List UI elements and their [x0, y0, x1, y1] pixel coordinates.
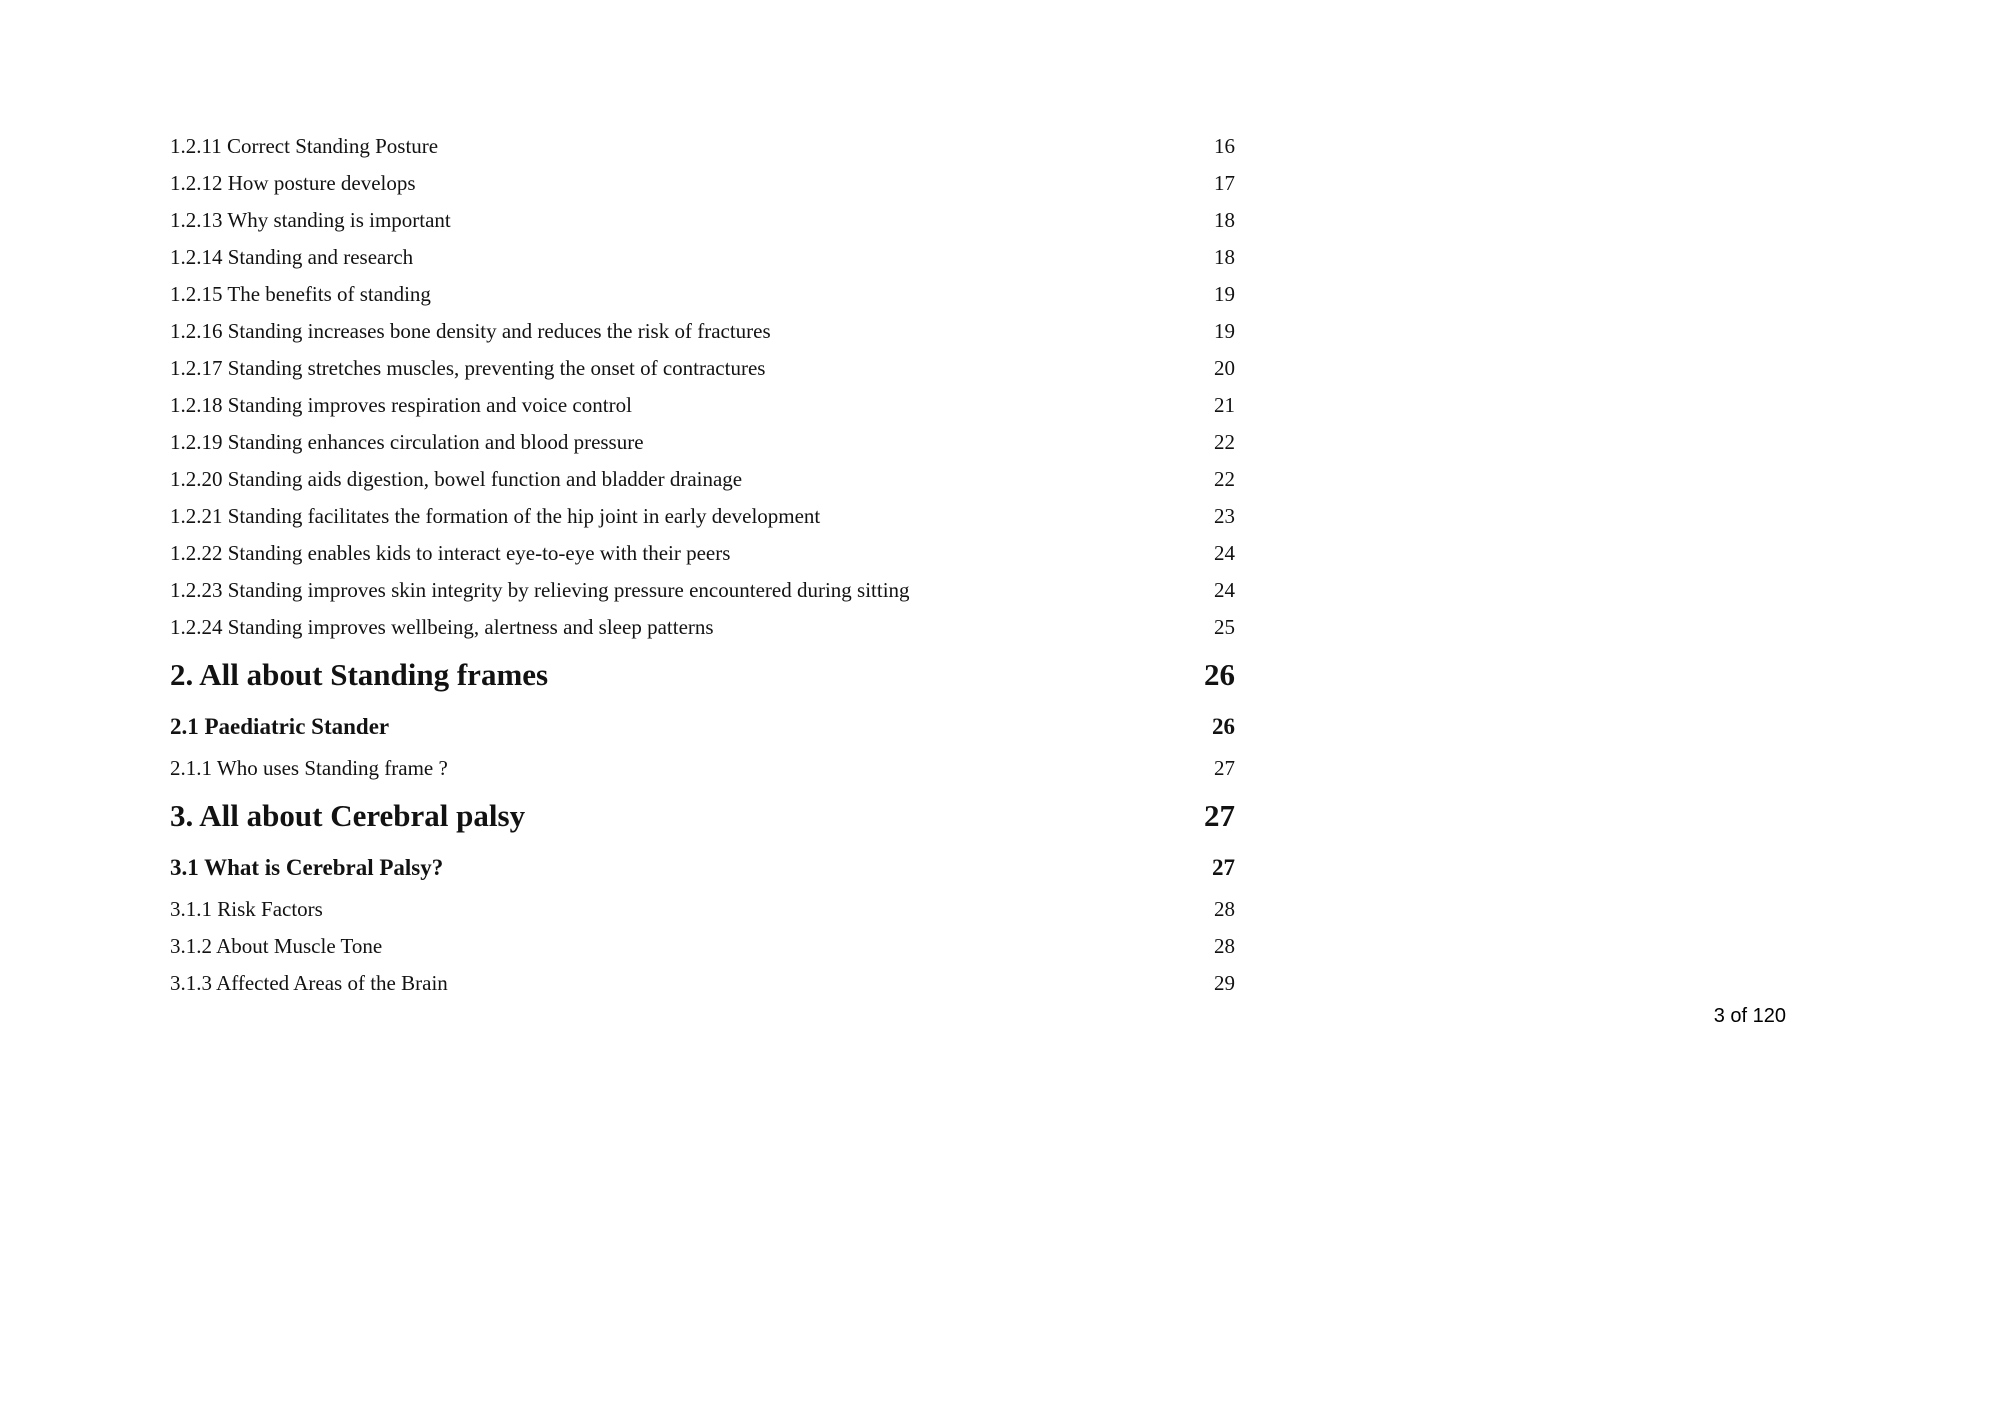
toc-entry-page-number: 26: [1212, 714, 1235, 739]
toc-entry-label: 1.2.16 Standing increases bone density and reduces the risk of fractures: [170, 319, 771, 343]
toc-entry: [170, 498, 1235, 535]
toc-entry: [170, 928, 1235, 965]
toc-entry-page-number: 28: [1214, 897, 1235, 921]
toc-entry-label: 1.2.15 The benefits of standing: [170, 282, 431, 306]
toc-entry: [170, 313, 1235, 350]
toc-entry-label: 1.2.18 Standing improves respiration and voice control: [170, 393, 632, 417]
toc-entry-label: 2.1.1 Who uses Standing frame ?: [170, 756, 448, 780]
toc-entry-label: 1.2.21 Standing facilitates the formation of the hip joint in early development: [170, 504, 821, 528]
toc-entry: [170, 787, 1235, 845]
page-number-footer: 3 of 120: [1713, 1005, 1786, 1027]
toc-entry-page-number: 29: [1214, 971, 1235, 995]
toc-entry: [170, 202, 1235, 239]
toc-entry-page-number: 28: [1214, 934, 1235, 958]
toc-entry: [170, 704, 1235, 750]
toc-entry-page-number: 26: [1204, 657, 1235, 692]
toc-entry: [170, 891, 1235, 928]
toc-entry-label: 1.2.11 Correct Standing Posture: [170, 134, 439, 158]
toc-entry-label: 1.2.20 Standing aids digestion, bowel function and bladder drainage: [170, 467, 743, 491]
toc-entry-label: 1.2.14 Standing and research: [170, 245, 414, 269]
toc-entry-page-number: 23: [1214, 504, 1235, 528]
toc-entry: [170, 350, 1235, 387]
toc-entry-page-number: 24: [1214, 541, 1235, 565]
toc-entry-page-number: 25: [1214, 615, 1235, 639]
toc-entry: [170, 128, 1235, 165]
toc-entry-page-number: 18: [1214, 208, 1235, 232]
toc-entry-page-number: 16: [1214, 134, 1235, 158]
toc-entry-label: 3.1.2 About Muscle Tone: [170, 934, 383, 958]
toc-entry-page-number: 27: [1212, 855, 1235, 880]
toc-entry: [170, 646, 1235, 704]
toc-entry-label: 1.2.22 Standing enables kids to interact eye-to-eye with their peers: [170, 541, 731, 565]
toc-entry: [170, 239, 1235, 276]
toc-entry-page-number: 17: [1214, 171, 1235, 195]
toc-entry: [170, 276, 1235, 313]
toc-entry-page-number: 19: [1214, 282, 1235, 306]
toc-entry-label: 1.2.19 Standing enhances circulation and blood pressure: [170, 430, 644, 454]
toc-entry-page-number: 20: [1214, 356, 1235, 380]
toc-entry-label: 2.1 Paediatric Stander: [170, 714, 390, 739]
toc-entry: [170, 424, 1235, 461]
toc-entry-label: 1.2.12 How posture develops: [170, 171, 416, 195]
toc-entry-label: 1.2.17 Standing stretches muscles, preventing the onset of contractures: [170, 356, 766, 380]
table-of-contents: [170, 128, 1235, 1002]
toc-entry-page-number: 27: [1214, 756, 1235, 780]
toc-entry-page-number: 24: [1214, 578, 1235, 602]
toc-entry: [170, 572, 1235, 609]
toc-entry-page-number: 27: [1204, 798, 1235, 833]
toc-entry: [170, 965, 1235, 1002]
toc-entry: [170, 750, 1235, 787]
toc-entry-page-number: 19: [1214, 319, 1235, 343]
toc-entry-page-number: 22: [1214, 467, 1235, 491]
toc-entry-page-number: 22: [1214, 430, 1235, 454]
toc-entry-label: 1.2.23 Standing improves skin integrity by relieving pressure encountered during sitting: [170, 578, 910, 602]
toc-entry: [170, 165, 1235, 202]
toc-entry-label: 1.2.24 Standing improves wellbeing, alertness and sleep patterns: [170, 615, 714, 639]
toc-entry: [170, 609, 1235, 646]
toc-entry: [170, 535, 1235, 572]
toc-entry-label: 2. All about Standing frames: [170, 657, 549, 692]
toc-entry-label: 3. All about Cerebral palsy: [170, 798, 526, 833]
toc-entry-label: 3.1.1 Risk Factors: [170, 897, 323, 921]
toc-entry: [170, 387, 1235, 424]
toc-entry-label: 3.1.3 Affected Areas of the Brain: [170, 971, 448, 995]
toc-entry-page-number: 18: [1214, 245, 1235, 269]
toc-entry-label: 3.1 What is Cerebral Palsy?: [170, 855, 444, 880]
toc-entry-page-number: 21: [1214, 393, 1235, 417]
toc-entry: [170, 461, 1235, 498]
toc-entry-label: 1.2.13 Why standing is important: [170, 208, 451, 232]
toc-entry: [170, 845, 1235, 891]
